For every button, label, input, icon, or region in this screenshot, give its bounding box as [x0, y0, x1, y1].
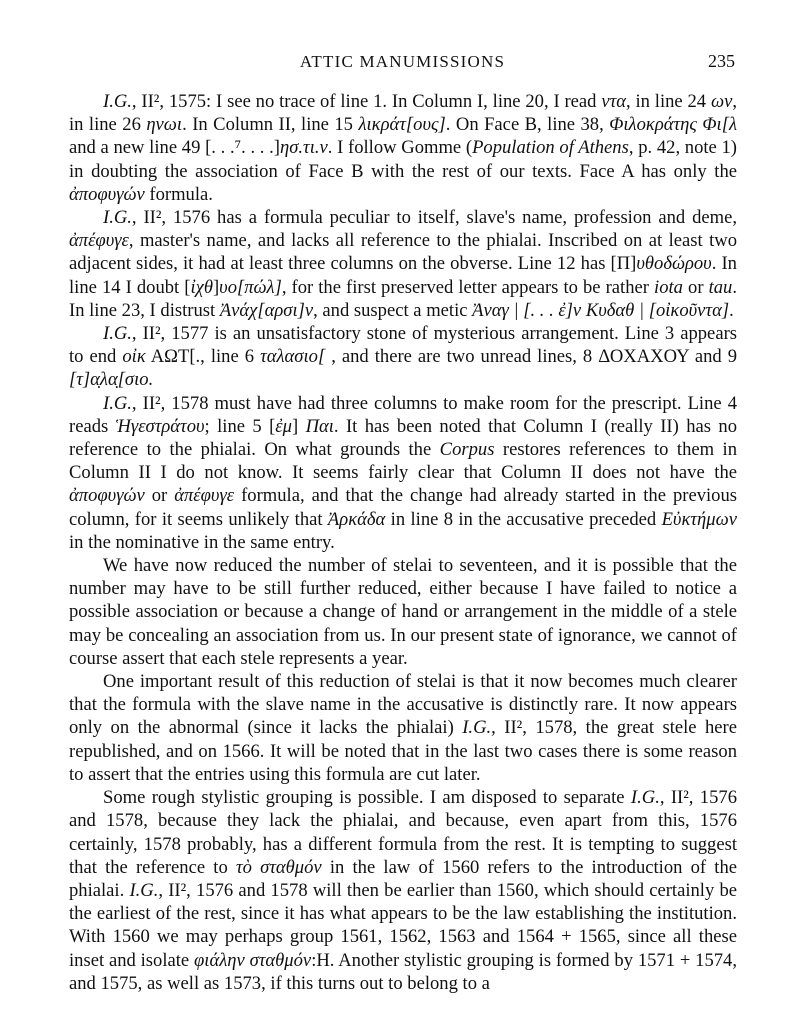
- text-run: . In line 14 I doubt [: [69, 253, 737, 298]
- text-run: :H. Another stylistic grouping is formed by 1571 + 1574, and 1575, as well as 1573, if this turns out to belong to a: [69, 949, 738, 994]
- text-run: and a new line 49 [. . .⁷. . . .]: [69, 137, 280, 159]
- text-run: . In Column II, line 15: [182, 114, 359, 136]
- paragraph-ig-1577: [69, 322, 737, 392]
- text-run: restores references to them in Column II I do not know. It seems fairly clear that Column II does not have the: [69, 439, 737, 484]
- text-run: , II², 1578, the great stele here republished, and on 1566. It will be noted that in the last two cases there is some reason to assert that the entries using this formula are cut later.: [69, 717, 737, 785]
- citation-ig: I.G.: [462, 717, 492, 739]
- citation-ig: I.G.: [103, 392, 132, 414]
- text-run: , II², 1575: I see no trace of line 1. In Column I, line 20, I read: [131, 91, 602, 112]
- citation-ig: I.G.: [630, 787, 660, 809]
- greek-text: λικράτ[ους]: [358, 114, 446, 136]
- text-run: One important result of this reduction of stelai is that it now becomes much clearer that the formula with the slave name in the accusative is distinctly rare. It now appears only on the abnormal (since it lacks the phialai): [69, 671, 737, 739]
- text-run: Some rough stylistic grouping is possible. I am disposed to separate: [103, 787, 631, 809]
- text-run: . It has been noted that Column I (really II) has no reference to the phialai. On what grounds the: [69, 415, 737, 461]
- greek-text: ταλασιο[: [260, 346, 326, 368]
- text-run: , for the first preserved letter appears to be rather: [281, 276, 655, 298]
- text-run: ]: [291, 415, 306, 437]
- paragraph-ig-1575: [69, 90, 737, 206]
- emphasis: tau: [708, 276, 733, 298]
- paragraph-stylistic-grouping: [69, 786, 737, 995]
- greek-text: ἀποφυγών: [69, 485, 145, 507]
- emphasis: Corpus: [439, 439, 495, 461]
- text-run: .: [729, 299, 734, 321]
- text-run: , II², 1576 and 1578 will then be earlier than 1560, which should certainly be the earliest of the rest, since it has what appears to be the law establishing the institution. With 1560 we may perhaps group 1561, 1562, 1563 and 1564 + 1565, since all these inset and isolate: [69, 879, 737, 971]
- greek-text: ἰχθ: [190, 276, 213, 298]
- greek-text: υο[πώλ]: [219, 276, 282, 298]
- page-header: [0, 50, 805, 74]
- page-number: 235: [708, 51, 735, 71]
- greek-text: ντα: [601, 91, 626, 112]
- greek-text: Ἀναγ | [. . . ἐ]ν Κυδαθ | [οἰκοῦντα]: [472, 299, 730, 321]
- citation-ig: I.G.: [103, 323, 132, 345]
- greek-text: ων: [710, 91, 733, 112]
- greek-text: Παι: [305, 415, 334, 437]
- paragraph-accusative-formula: [69, 670, 737, 786]
- greek-text: Φιλοκράτης Φι[λ: [609, 114, 737, 136]
- greek-text: ἀπέφυγε: [69, 230, 129, 252]
- greek-text: [τ]α̣λα̣[σιο.: [69, 369, 154, 391]
- text-run: . On Face B, line 38,: [445, 114, 610, 136]
- citation-ig: I.G.: [103, 91, 132, 112]
- text-run: , II², 1576 has a formula peculiar to itself, slave's name, profession and deme,: [131, 207, 737, 229]
- greek-text: Ἀρκάδα: [327, 508, 386, 530]
- text-run: formula.: [144, 183, 213, 205]
- text-run: . In line 23, I distrust: [69, 276, 738, 321]
- greek-text: τὸ σταθμόν: [235, 856, 322, 878]
- citation-ig: I.G.: [103, 207, 132, 229]
- paragraph-ig-1576: [69, 206, 737, 322]
- text-run: , II², 1577 is an unsatisfactory stone of mysterious arrangement. Line 3 appears to end: [69, 323, 737, 368]
- greek-text: φιάλην σταθμόν: [194, 949, 312, 971]
- text-run: , p. 42, note 1) in doubting the association of Face B with the rest of our texts. Face A has only the: [69, 137, 737, 182]
- greek-text: ησ.τι.ν: [280, 137, 328, 159]
- greek-text: υθοδώρου: [636, 253, 712, 275]
- text-run: ; line 5 [: [204, 415, 276, 437]
- greek-text: ἀπέφυγε: [174, 485, 235, 507]
- text-run: in the nominative in the same entry.: [69, 531, 335, 553]
- main-text: [69, 90, 737, 995]
- greek-text: ἐμ: [275, 415, 292, 437]
- text-run: in the law of 1560 refers to the introduction of the phialai.: [69, 856, 737, 901]
- text-run: . I follow Gomme (: [327, 137, 473, 159]
- book-title: Population of Athens: [472, 137, 629, 159]
- greek-text: ηνωι: [146, 114, 183, 136]
- text-run: , and suspect a metic: [313, 299, 473, 321]
- text-run: or: [144, 485, 175, 507]
- text-run: , in line 24: [626, 91, 711, 112]
- text-run: , II², 1578 must have had three columns to make room for the prescript. Line 4 reads: [69, 392, 737, 437]
- greek-text: ἀποφυγών: [69, 183, 145, 205]
- greek-text: Εὐκτήμων: [661, 508, 737, 530]
- emphasis: iota: [654, 276, 683, 298]
- text-run: formula, and that the change had already started in the previous column, for it seems unlikely that: [69, 485, 737, 530]
- text-run: , master's name, and lacks all reference to the phialai. Inscribed on at least two adjacent sides, it had at least three columns on the obverse. Line 12 has [Π]: [69, 230, 737, 275]
- text-run: , II², 1576 and 1578, because they lack the phialai, and because, even apart from this, 1576 certainly, 1578 probably, has a different formula from the rest. It is tempting to suggest that the reference to: [69, 787, 737, 878]
- paragraph-ig-1578: [69, 392, 737, 554]
- paragraph-stelai-count: We have now reduced the number of stelai to seventeen, and it is possible that the number may have to be still further reduced, either because I have failed to notice a possible association or because a change of hand or arrangement in the middle of a stele may be concealing an association from us. In our present state of ignorance, we cannot of course assert that each stele represents a year.: [69, 555, 737, 669]
- text-run: ΑΩΤ[., line 6: [145, 346, 261, 368]
- text-run: , in line 26: [69, 91, 737, 136]
- text-run: in line 8 in the accusative preceded: [385, 508, 662, 530]
- text-run: ]: [212, 276, 220, 298]
- running-title: ATTIC MANUMISSIONS: [299, 52, 506, 71]
- text-run: or: [682, 276, 709, 298]
- greek-text: Ἡγεστράτου: [115, 415, 205, 437]
- citation-ig: I.G.: [129, 879, 159, 901]
- text-run: , and there are two unread lines, 8 ΔΟΧΑΧΟΥ and 9: [325, 346, 738, 368]
- greek-text: Ἀνάχ[αρσι]ν: [219, 299, 314, 321]
- greek-text: οἰκ: [122, 346, 146, 368]
